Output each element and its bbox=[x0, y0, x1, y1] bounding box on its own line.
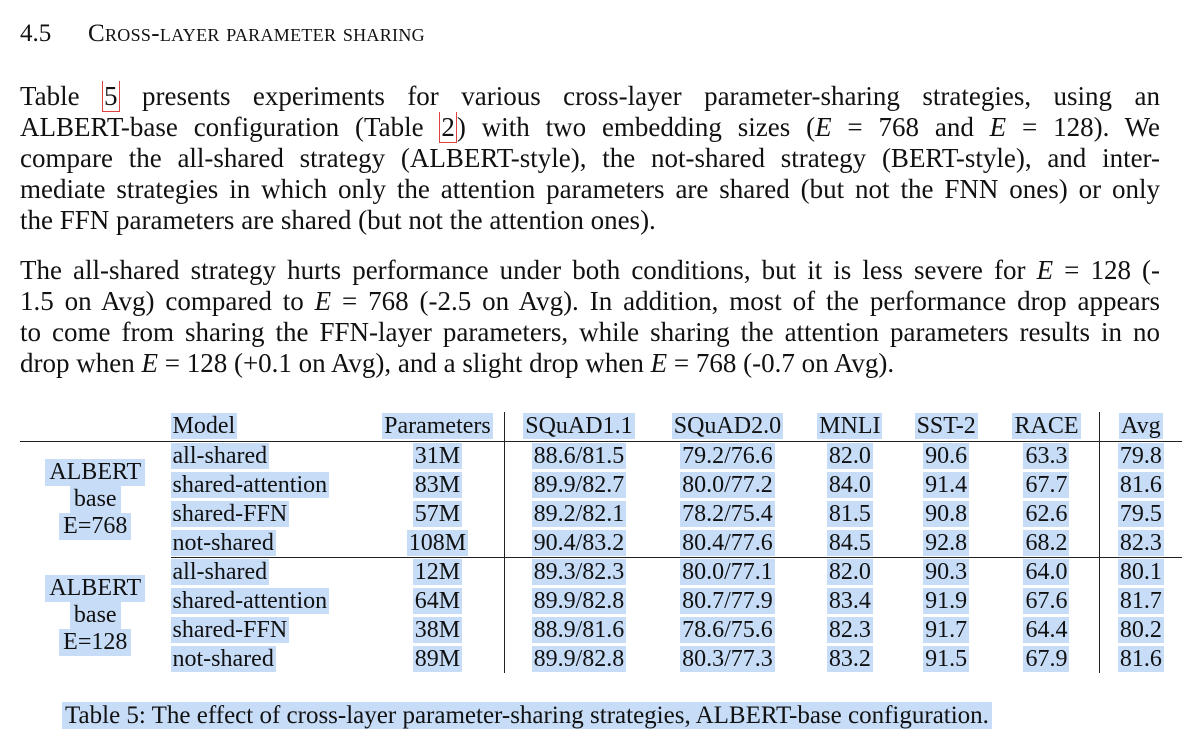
group-label bbox=[20, 557, 171, 673]
cell-sst2: 90.6 bbox=[925, 443, 968, 470]
cell-mnli: 82.0 bbox=[828, 443, 871, 470]
table-row bbox=[20, 616, 1182, 645]
table-row bbox=[20, 499, 1182, 528]
header-sst2: SST-2 bbox=[898, 412, 994, 441]
cell-squad20: 80.0/77.2 bbox=[682, 471, 773, 498]
cell-model: shared-FFN bbox=[172, 616, 288, 643]
table-5-reference-link[interactable]: 5 bbox=[104, 81, 118, 111]
cell-avg: 82.3 bbox=[1099, 528, 1182, 557]
paragraph-1-line-2: ALBERT-base configuration (Table 2) with two embedding sizes (E = 768 and E = 128). We bbox=[20, 112, 1160, 142]
cell-avg: 79.8 bbox=[1119, 443, 1162, 470]
cell-avg: 79.5 bbox=[1119, 500, 1162, 527]
table-row bbox=[20, 587, 1182, 616]
group-label-line: ALBERT bbox=[45, 575, 145, 602]
cell-squad11: 88.9/81.6 bbox=[533, 616, 625, 643]
cell-parameters: 38M bbox=[371, 616, 504, 645]
table-row bbox=[20, 441, 1182, 470]
cell-squad20: 80.7/77.9 bbox=[682, 588, 773, 615]
cell-model: all-shared bbox=[172, 443, 268, 470]
cell-mnli: 84.5 bbox=[802, 528, 898, 557]
cell-parameters: 108M bbox=[371, 528, 504, 557]
table-row bbox=[20, 557, 1182, 586]
cell-squad20: 80.3/77.3 bbox=[682, 645, 773, 672]
header-parameters: Parameters bbox=[371, 412, 504, 441]
header-squad20: SQuAD2.0 bbox=[653, 412, 802, 441]
cell-avg: 81.6 bbox=[1119, 645, 1162, 672]
cell-sst2: 91.4 bbox=[925, 471, 968, 498]
group-label-line: E=768 bbox=[59, 513, 131, 540]
paragraph-1 bbox=[20, 81, 1160, 236]
cell-sst2: 90.8 bbox=[925, 500, 968, 527]
cell-mnli: 83.2 bbox=[828, 645, 871, 672]
cell-squad20: 78.2/75.4 bbox=[682, 500, 773, 527]
cell-mnli: 81.5 bbox=[828, 500, 871, 527]
cell-squad11: 90.4/83.2 bbox=[504, 528, 653, 557]
cell-race: 62.6 bbox=[994, 499, 1099, 528]
cell-sst2: 92.8 bbox=[898, 528, 994, 557]
cell-mnli: 84.0 bbox=[828, 471, 871, 498]
cell-squad11: 89.9/82.7 bbox=[533, 471, 625, 498]
group-label-line: base bbox=[70, 602, 121, 629]
group-label-line: ALBERT bbox=[45, 459, 145, 486]
cell-model: shared-FFN bbox=[172, 500, 288, 527]
section-title: Cross-layer parameter sharing bbox=[88, 20, 425, 47]
cell-model: shared-attention bbox=[172, 588, 328, 615]
paragraph-1-line-3: compare the all-shared strategy (ALBERT-style), the not-shared strategy (BERT-style), and inter- bbox=[20, 143, 1160, 173]
table-header-row bbox=[20, 412, 1182, 441]
cell-mnli: 83.4 bbox=[828, 588, 871, 615]
header-race: RACE bbox=[994, 412, 1099, 441]
header-mnli: MNLI bbox=[802, 412, 898, 441]
table-row bbox=[20, 471, 1182, 500]
paragraph-1-line-1: Table 5 presents experiments for various cross-layer parameter-sharing strategies, using an bbox=[20, 81, 1160, 111]
cell-parameters: 12M bbox=[371, 557, 504, 586]
cell-avg: 81.7 bbox=[1119, 588, 1162, 615]
paragraph-2-line-1: The all-shared strategy hurts performance under both conditions, but it is less severe for E = 128 (- bbox=[20, 255, 1160, 285]
cell-squad11: 89.9/82.8 bbox=[533, 588, 625, 615]
paragraph-1-line-4: mediate strategies in which only the attention parameters are shared (but not the FNN ones) or only bbox=[20, 174, 1160, 204]
table-2-reference-link[interactable]: 2 bbox=[441, 112, 455, 142]
cell-race: 67.9 bbox=[994, 644, 1099, 673]
paragraph-2 bbox=[20, 255, 1160, 379]
cell-squad11: 89.2/82.1 bbox=[533, 500, 625, 527]
paragraph-2-line-2: 1.5 on Avg) compared to E = 768 (-2.5 on Avg). In addition, most of the performance drop appears bbox=[20, 286, 1160, 316]
cell-squad20: 80.0/77.1 bbox=[682, 559, 773, 586]
cell-parameters: 57M bbox=[371, 499, 504, 528]
cell-model: not-shared bbox=[171, 528, 372, 557]
paragraph-2-line-4: drop when E = 128 (+0.1 on Avg), and a slight drop when E = 768 (-0.7 on Avg). bbox=[20, 348, 895, 378]
cell-parameters: 89M bbox=[371, 644, 504, 673]
cell-model: not-shared bbox=[172, 645, 274, 672]
paragraph-2-line-3: to come from sharing the FFN-layer parameters, while sharing the attention parameters results in no bbox=[20, 317, 1160, 347]
cell-squad20: 79.2/76.6 bbox=[682, 443, 773, 470]
header-group-spacer bbox=[20, 412, 171, 441]
cell-sst2: 91.9 bbox=[925, 588, 968, 615]
cell-squad11: 88.6/81.5 bbox=[533, 443, 625, 470]
group-label-line: base bbox=[70, 486, 121, 513]
paragraph-1-line-5: the FFN parameters are shared (but not the attention ones). bbox=[20, 205, 656, 235]
cell-parameters: 64M bbox=[371, 587, 504, 616]
header-squad11: SQuAD1.1 bbox=[504, 412, 653, 441]
cell-squad20: 78.6/75.6 bbox=[682, 616, 773, 643]
cell-race: 64.4 bbox=[994, 616, 1099, 645]
table-row bbox=[20, 528, 1182, 557]
cell-parameters: 31M bbox=[371, 441, 504, 470]
cell-race: 68.2 bbox=[994, 528, 1099, 557]
section-heading bbox=[20, 20, 425, 48]
header-model: Model bbox=[171, 412, 372, 441]
table-body bbox=[20, 441, 1182, 673]
cell-mnli: 82.3 bbox=[828, 616, 871, 643]
cell-race: 67.7 bbox=[994, 471, 1099, 500]
cell-avg: 80.2 bbox=[1119, 616, 1162, 643]
section-number: 4.5 bbox=[20, 20, 52, 47]
cell-sst2: 91.7 bbox=[925, 616, 968, 643]
cell-race: 63.3 bbox=[994, 441, 1099, 470]
cell-sst2: 90.3 bbox=[925, 559, 968, 586]
cell-squad11: 89.3/82.3 bbox=[533, 559, 625, 586]
cell-sst2: 91.5 bbox=[925, 645, 968, 672]
cell-avg: 81.6 bbox=[1119, 471, 1162, 498]
cell-race: 64.0 bbox=[994, 557, 1099, 586]
results-table bbox=[20, 412, 1182, 673]
cell-squad20: 80.4/77.6 bbox=[653, 528, 802, 557]
table-caption: Table 5: The effect of cross-layer parameter-sharing strategies, ALBERT-base configuration. bbox=[62, 702, 992, 730]
table-row bbox=[20, 644, 1182, 673]
cell-mnli: 82.0 bbox=[828, 559, 871, 586]
group-label-line: E=128 bbox=[59, 629, 131, 656]
cell-model: shared-attention bbox=[172, 471, 328, 498]
cell-model: all-shared bbox=[172, 559, 268, 586]
cell-avg: 80.1 bbox=[1119, 559, 1162, 586]
cell-parameters: 83M bbox=[371, 471, 504, 500]
cell-squad11: 89.9/82.8 bbox=[533, 645, 625, 672]
group-label bbox=[20, 441, 171, 557]
cell-race: 67.6 bbox=[994, 587, 1099, 616]
header-avg: Avg bbox=[1099, 412, 1182, 441]
